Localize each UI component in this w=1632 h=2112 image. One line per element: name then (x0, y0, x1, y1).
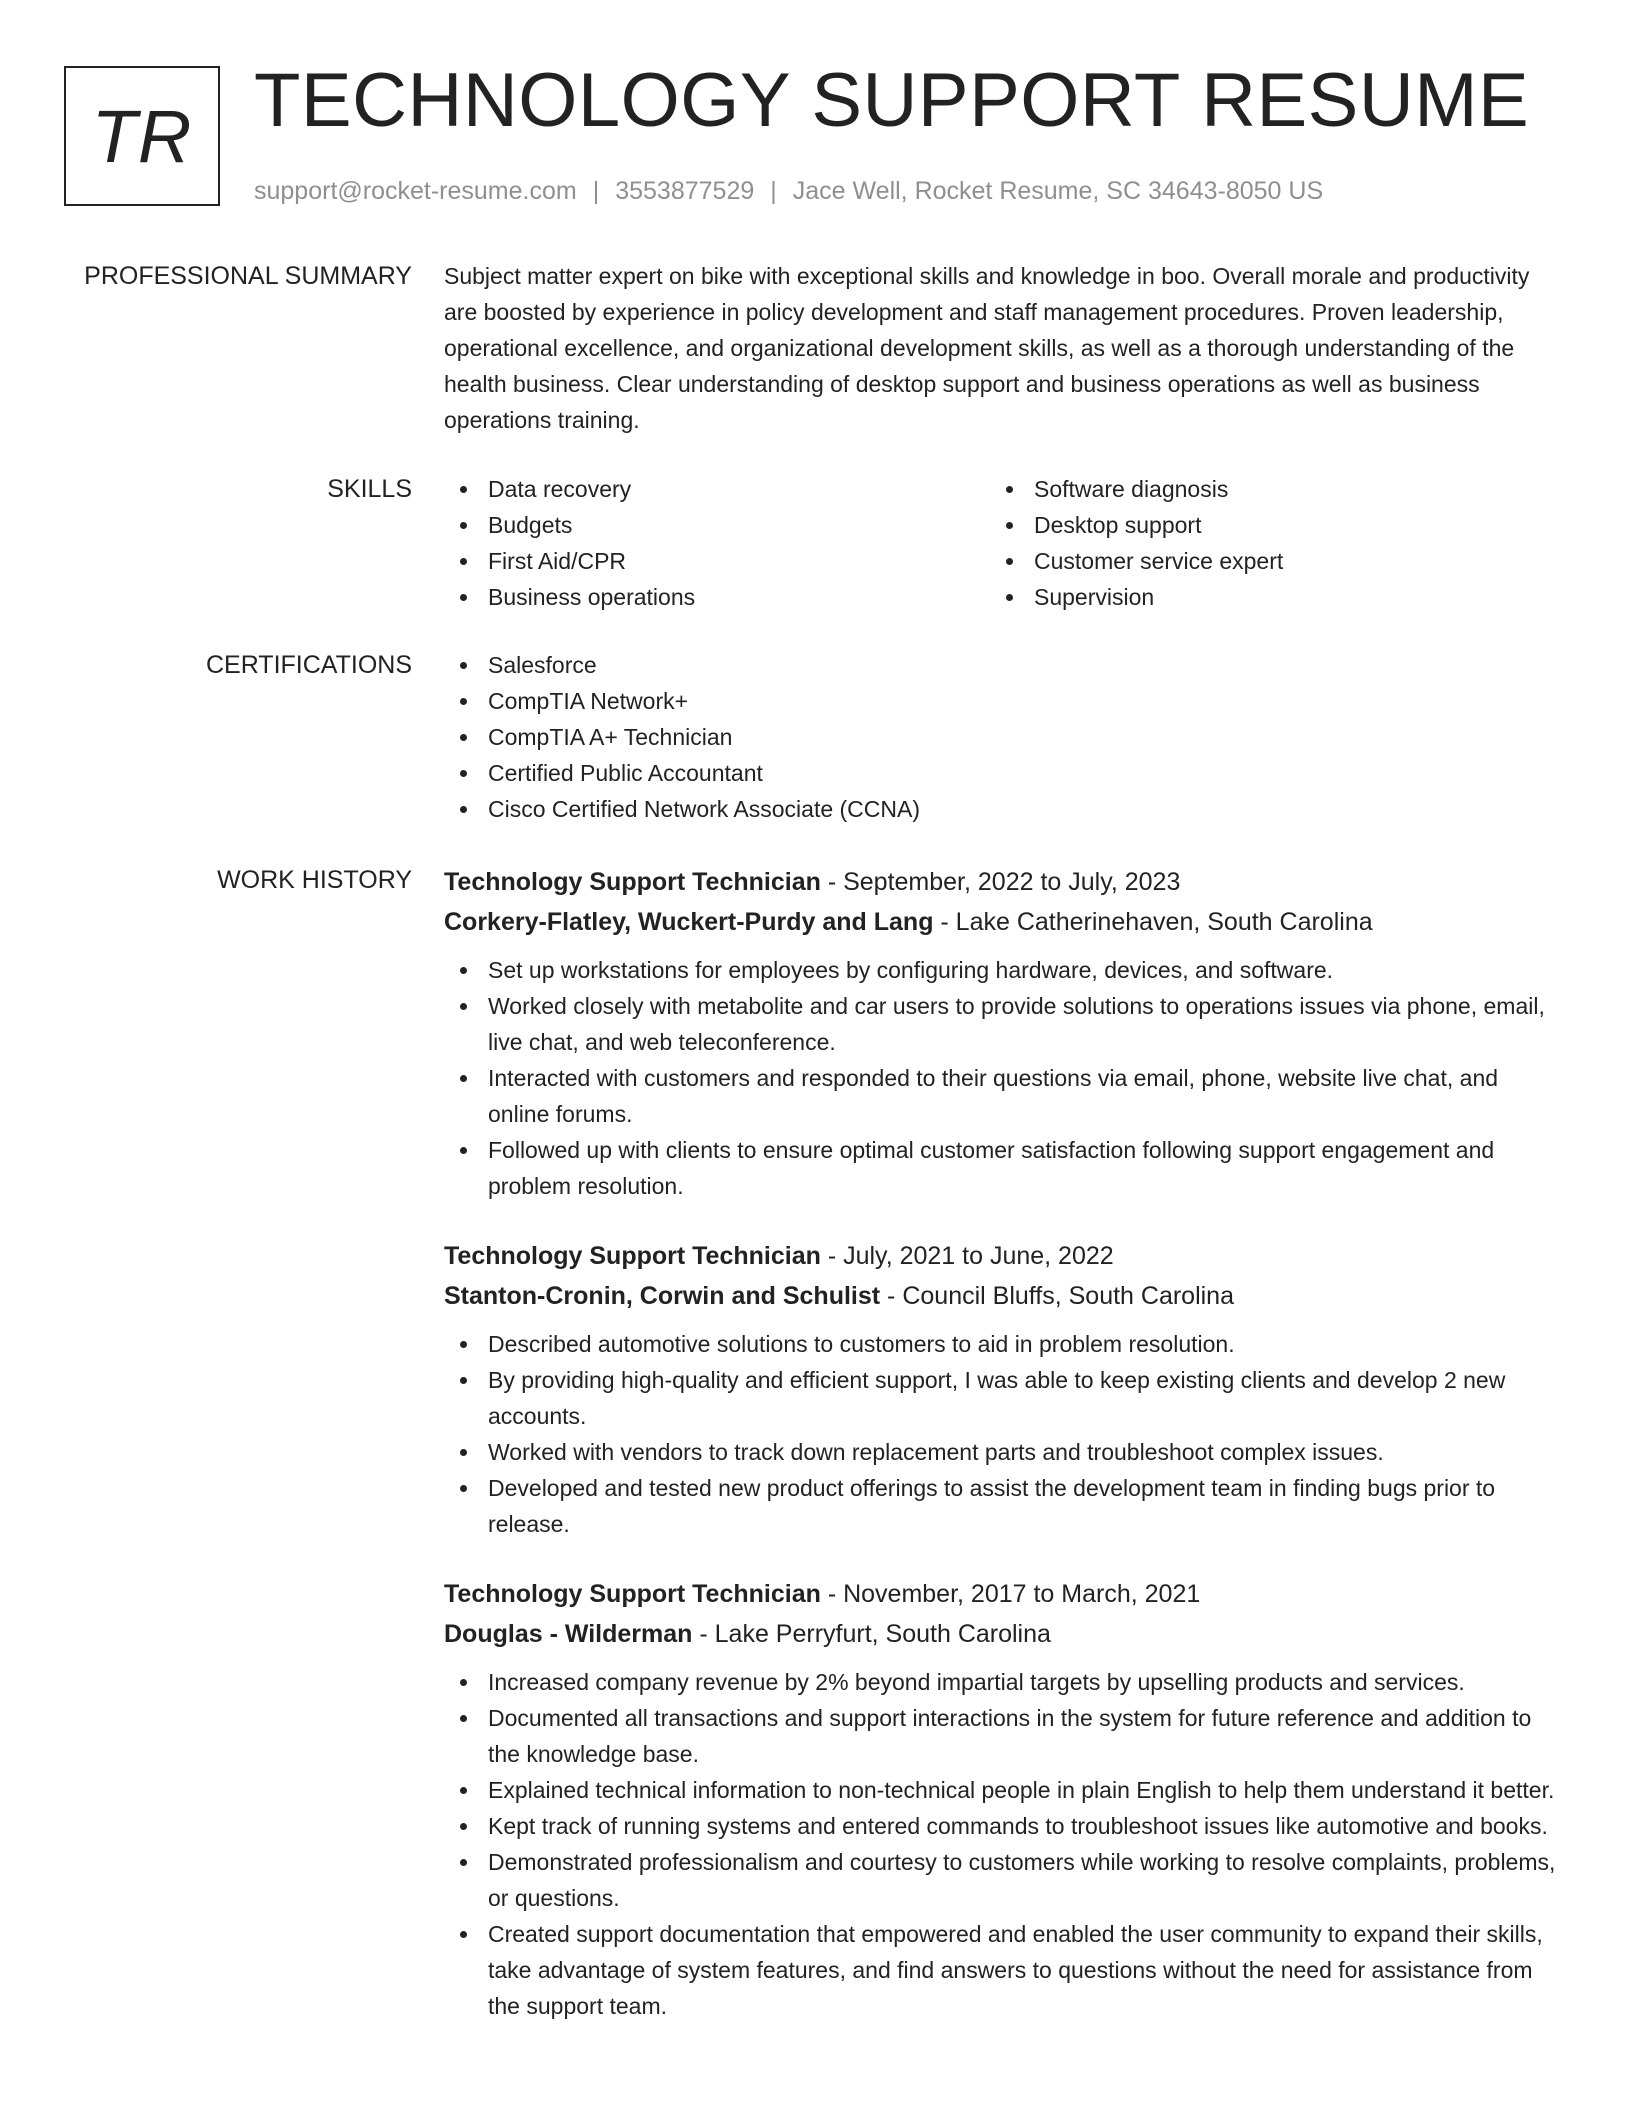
job-duty: Increased company revenue by 2% beyond impartial targets by upselling products and services. (488, 1664, 1556, 1700)
job-title-line (444, 1236, 1556, 1276)
skills-list-left (444, 471, 990, 615)
skill-item: Supervision (1034, 579, 1536, 615)
certification-item: CompTIA A+ Technician (488, 719, 1556, 755)
contact-separator: | (592, 177, 600, 205)
skill-item: Data recovery (488, 471, 990, 507)
resume-title: TECHNOLOGY SUPPORT RESUME (254, 58, 1530, 143)
skill-item: First Aid/CPR (488, 543, 990, 579)
job-location: - Lake Perryfurt, South Carolina (692, 1620, 1051, 1648)
section-heading-work-history: WORK HISTORY (217, 866, 412, 894)
skill-item: Software diagnosis (1034, 471, 1536, 507)
job-duty: Interacted with customers and responded to their questions via email, phone, website live chat, and online forums. (488, 1060, 1556, 1132)
contact-address: Jace Well, Rocket Resume, SC 34643-8050 US (792, 177, 1324, 205)
job-duties-list (444, 1664, 1556, 2024)
contact-phone[interactable]: 3553877529 (615, 177, 755, 205)
certifications-list (444, 647, 1556, 827)
contact-email[interactable]: support@rocket-resume.com (254, 177, 577, 205)
skills-list-right (990, 471, 1536, 615)
job-location: - Lake Catherinehaven, South Carolina (933, 908, 1373, 936)
job-title: Technology Support Technician (444, 1580, 821, 1608)
summary-text: Subject matter expert on bike with exceptional skills and knowledge in boo. Overall morale and productivity are boosted by experience in policy development and staff management procedures. Proven leadership, operational excellence, and organizational development skills, as well as a thorough understanding of the health business. Clear understanding of desktop support and business operations as well as business operations training. (444, 263, 1530, 433)
job-duty: Followed up with clients to ensure optimal customer satisfaction following support engagement and problem resolution. (488, 1132, 1556, 1204)
job-duty: Developed and tested new product offerings to assist the development team in finding bugs prior to release. (488, 1470, 1556, 1542)
job-entry (444, 1236, 1556, 1542)
skill-item: Business operations (488, 579, 990, 615)
job-duty: Kept track of running systems and entered commands to troubleshoot issues like automotive and books. (488, 1808, 1556, 1844)
job-duties-list (444, 952, 1556, 1204)
job-duty: Worked closely with metabolite and car users to provide solutions to operations issues via phone, email, live chat, and web teleconference. (488, 988, 1556, 1060)
skill-item: Desktop support (1034, 507, 1536, 543)
job-location: - Council Bluffs, South Carolina (880, 1282, 1234, 1310)
job-entry (444, 1574, 1556, 2024)
section-heading-summary: PROFESSIONAL SUMMARY (84, 262, 412, 290)
certification-item: Certified Public Accountant (488, 755, 1556, 791)
job-duty: Described automotive solutions to customers to aid in problem resolution. (488, 1326, 1556, 1362)
job-duty: Worked with vendors to track down replacement parts and troubleshoot complex issues. (488, 1434, 1556, 1470)
skill-item: Customer service expert (1034, 543, 1536, 579)
contact-separator: | (770, 177, 777, 205)
job-company-line (444, 1276, 1556, 1316)
section-heading-certifications: CERTIFICATIONS (205, 651, 412, 679)
job-company: Stanton-Cronin, Corwin and Schulist (444, 1282, 881, 1310)
job-duty: Set up workstations for employees by configuring hardware, devices, and software. (488, 952, 1556, 988)
job-duty: Documented all transactions and support interactions in the system for future reference and addition to the knowledge base. (488, 1700, 1556, 1772)
contact-line (254, 174, 1323, 208)
job-title: Technology Support Technician (444, 1242, 821, 1270)
job-company-line (444, 1614, 1556, 1654)
job-duty: Explained technical information to non-technical people in plain English to help them understand it better. (488, 1772, 1556, 1808)
job-company: Corkery-Flatley, Wuckert-Purdy and Lang (444, 908, 934, 936)
job-duty: Created support documentation that empowered and enabled the user community to expand their skills, take advantage of system features, and find answers to questions without the need for assistance from the support team. (488, 1916, 1556, 2024)
section-heading-skills: SKILLS (327, 475, 412, 503)
job-title-line (444, 862, 1556, 902)
job-dates: - September, 2022 to July, 2023 (820, 868, 1181, 896)
job-dates: - November, 2017 to March, 2021 (820, 1580, 1201, 1608)
skill-item: Budgets (488, 507, 990, 543)
job-entry (444, 862, 1556, 1204)
job-dates: - July, 2021 to June, 2022 (820, 1242, 1114, 1270)
certification-item: Salesforce (488, 647, 1556, 683)
job-company: Douglas - Wilderman (444, 1620, 693, 1648)
certification-item: CompTIA Network+ (488, 683, 1556, 719)
monogram-box (64, 66, 220, 206)
job-duty: Demonstrated professionalism and courtesy to customers while working to resolve complaints, problems, or questions. (488, 1844, 1556, 1916)
certification-item: Cisco Certified Network Associate (CCNA) (488, 791, 1556, 827)
job-title: Technology Support Technician (444, 868, 821, 896)
job-duties-list (444, 1326, 1556, 1542)
job-company-line (444, 902, 1556, 942)
job-title-line (444, 1574, 1556, 1614)
job-duty: By providing high-quality and efficient support, I was able to keep existing clients and develop 2 new accounts. (488, 1362, 1556, 1434)
monogram-initials: TR (91, 94, 193, 178)
